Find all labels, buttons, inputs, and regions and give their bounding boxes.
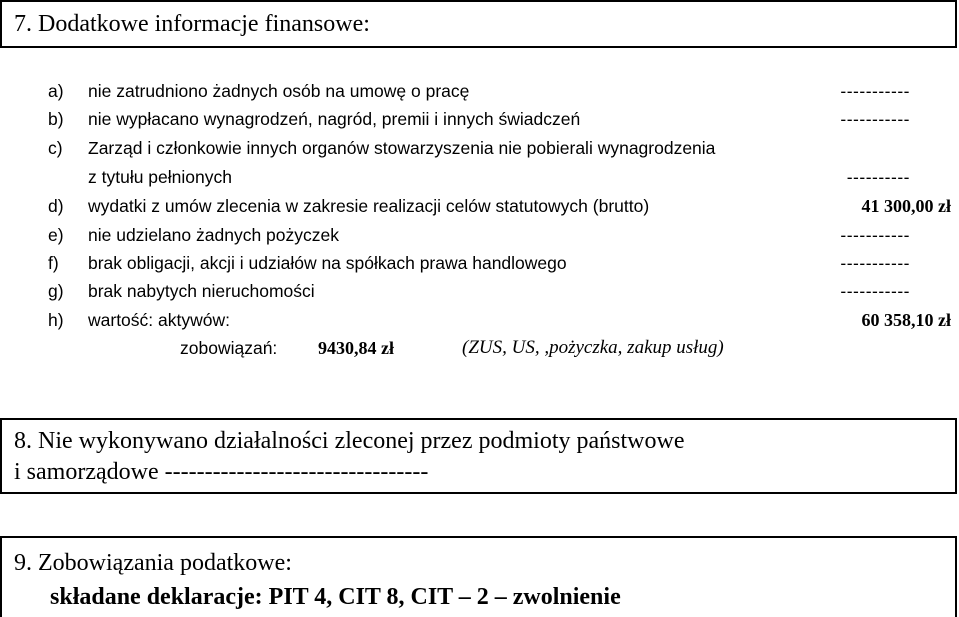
liabilities-value: 9430,84 zł — [318, 338, 394, 358]
item-text: brak nabytych nieruchomości — [88, 281, 315, 301]
item-letter: a) — [48, 81, 64, 101]
item-text: nie zatrudniono żadnych osób na umowę o pracę — [88, 81, 470, 101]
list-item-e — [0, 221, 959, 249]
item-letter: b) — [48, 109, 64, 129]
item-dashes: ----------- — [840, 253, 910, 273]
item-dashes: ---------- — [846, 167, 910, 187]
section-8-box — [0, 418, 957, 494]
list-item-d — [0, 192, 959, 220]
item-amount: 41 300,00 zł — [861, 196, 951, 216]
list-item-h — [0, 306, 959, 334]
declarations-value: PIT 4, CIT 8, CIT – 2 – zwolnienie — [268, 584, 621, 610]
liabilities-note: (ZUS, US, ,pożyczka, zakup usług) — [462, 337, 724, 358]
section-9-title: 9. Zobowiązania podatkowe: — [14, 550, 292, 576]
list-item-g — [0, 277, 959, 305]
item-text: z tytułu pełnionych — [88, 167, 232, 187]
declarations-label: składane deklaracje: — [50, 584, 263, 610]
list-item-a — [0, 77, 959, 105]
tax-declarations — [50, 582, 621, 613]
item-letter: c) — [48, 138, 63, 158]
item-letter: d) — [48, 196, 64, 216]
list-item-c-continued — [0, 163, 959, 191]
section-7-header — [0, 0, 957, 48]
item-text: nie udzielano żadnych pożyczek — [88, 225, 339, 245]
item-dashes: ----------- — [840, 225, 910, 245]
item-letter: g) — [48, 281, 64, 301]
liabilities-label: zobowiązań: — [180, 338, 278, 358]
section-9-box — [0, 536, 957, 617]
item-dashes: ----------- — [840, 81, 910, 101]
item-text: wydatki z umów zlecenia w zakresie realizacji celów statutowych (brutto) — [88, 196, 650, 216]
list-item-f — [0, 249, 959, 277]
item-text: brak obligacji, akcji i udziałów na spółkach prawa handlowego — [88, 253, 567, 273]
item-amount: 60 358,10 zł — [861, 310, 951, 330]
list-item-b — [0, 105, 959, 133]
list-item-c — [0, 134, 959, 162]
section-8-title-line-2: i samorządowe --------------------------------- — [14, 459, 429, 485]
section-8-title-line-1: 8. Nie wykonywano działalności zleconej przez podmioty państwowe — [14, 428, 685, 454]
section-7-title: 7. Dodatkowe informacje finansowe: — [14, 11, 370, 37]
item-text: wartość: aktywów: — [88, 310, 230, 330]
item-letter: f) — [48, 253, 59, 273]
list-item-liabilities — [0, 334, 959, 362]
item-letter: h) — [48, 310, 64, 330]
item-letter: e) — [48, 225, 64, 245]
item-dashes: ----------- — [840, 109, 910, 129]
section-8-title — [14, 426, 684, 488]
item-text: nie wypłacano wynagrodzeń, nagród, premii i innych świadczeń — [88, 109, 581, 129]
item-text: Zarząd i członkowie innych organów stowarzyszenia nie pobierali wynagrodzenia — [88, 138, 716, 158]
item-dashes: ----------- — [840, 281, 910, 301]
